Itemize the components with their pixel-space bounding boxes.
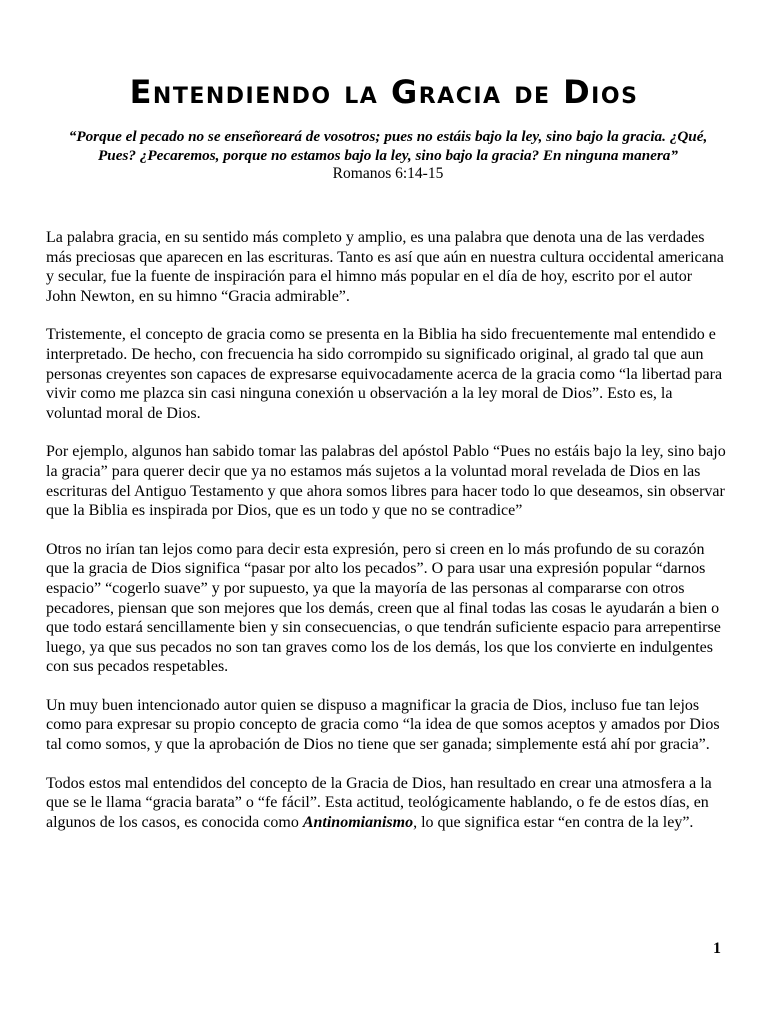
paragraph: Un muy buen intencionado autor quien se dispuso a magnificar la gracia de Dios, incluso fue tan lejos como para expresar su propio concepto de gracia como “la idea de que somos aceptos y amados por Dios tal como somos, y que la aprobación de Dios no tiene que ser ganada; simplemente está ahí por gracia”.: [46, 696, 720, 754]
paragraph: La palabra gracia, en su sentido más completo y amplio, es una palabra que denota una de las verdades más preciosas que aparecen en las escrituras. Tanto es así que aún en nuestra cultura occidental americana y secular, fue la fuente de inspiración para el himno más popular en el día de hoy, escrito por el autor John Newton, en su himno “Gracia admirable”.: [46, 229, 724, 305]
paragraph-last: [46, 774, 726, 833]
page-number: 1: [713, 940, 721, 957]
page-title: Entendiendo la Gracia de Dios: [129, 73, 639, 111]
paragraph: Otros no irían tan lejos como para decir esta expresión, pero si creen en lo más profundo de su corazón que la gracia de Dios significa “pasar por alto los pecados”. O para usar una expresión popular “darnos espacio” “cogerlo suave” y por supuesto, ya que la mayoría de las personas al compararse con otros pecadores, piensan que son mejores que los demás, creen que al final todas las cosas le ayudarán a bien o que todo estará sencillamente bien y sin consecuencias, o que tendrán suficiente espacio para arrepentirse luego, ya que sus pecados no son tan graves como los de los demás, los que los convierte en indulgentes con sus pecados respetables.: [46, 540, 721, 676]
paragraph-text: Todos estos mal entendidos del concepto de la Gracia de Dios, han resultado en crear una atmosfera a la que se le llama “gracia barata” o “fe fácil”. Esta actitud, teológicamente hablando, o fe de estos días, en algunos de los casos, es conocida como: [46, 774, 712, 831]
paragraph: Por ejemplo, algunos han sabido tomar las palabras del apóstol Pablo “Pues no estáis bajo la ley, sino bajo la gracia” para querer decir que ya no estamos más sujetos a la voluntad moral revelada de Dios en las escrituras del Antiguo Testamento y que ahora somos libres para hacer todo lo que deseamos, sin observar que la Biblia es inspirada por Dios, que es un todo y que no se contradice”: [46, 443, 726, 520]
keyword-antinomianismo: Antinomianismo: [302, 813, 414, 831]
epigraph-reference: Romanos 6:14-15: [332, 165, 444, 182]
document-body: [46, 228, 726, 851]
paragraph: Tristemente, el concepto de gracia como se presenta en la Biblia ha sido frecuentemente mal entendido e interpretado. De hecho, con frecuencia ha sido corrompido su significado original, al grado tal que aun personas creyentes son capaces de expresarse equivocadamente acerca de la gracia como “la libertad para vivir como me plazca sin casi ninguna conexión u observación a la ley moral de Dios”. Esto es, la voluntad moral de Dios.: [46, 326, 723, 422]
epigraph-quote: “Porque el pecado no se enseñoreará de vosotros; pues no estáis bajo la ley, sino bajo la gracia. ¿Qué, Pues? ¿Pecaremos, porque no estamos bajo la ley, sino bajo la gracia? En ninguna manera”: [68, 128, 708, 164]
paragraph-text: , lo que significa estar “en contra de la ley”.: [413, 813, 694, 831]
epigraph: [58, 128, 718, 184]
